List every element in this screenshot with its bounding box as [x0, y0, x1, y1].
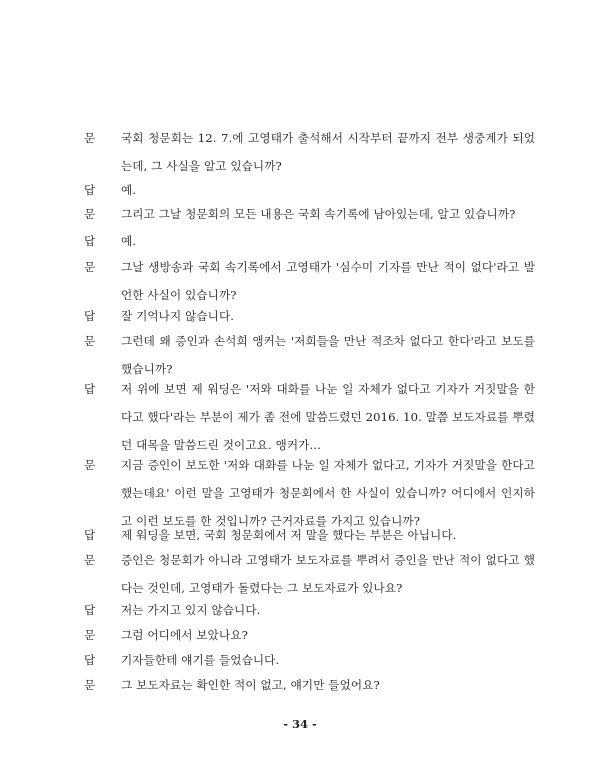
qa-item — [80, 375, 535, 459]
question-text: 그리고 그날 청문회의 모든 내용은 국회 속기록에 남아있는데, 알고 있습니까? — [121, 207, 516, 221]
question-label: 문 — [84, 131, 96, 145]
question-label: 문 — [84, 458, 96, 472]
qa-item — [80, 302, 535, 330]
question-text: 그럼 어디에서 보았나요? — [121, 628, 248, 642]
question-label: 문 — [84, 207, 96, 221]
answer-text: 예. — [121, 234, 137, 248]
qa-item — [80, 521, 535, 549]
question-label: 문 — [84, 260, 96, 274]
qa-item — [80, 671, 535, 699]
answer-label: 답 — [84, 382, 96, 396]
question-text: 증인은 청문회가 아니라 고영태가 보도자료를 뿌려서 증인을 만난 적이 없다고 했다는 것인데, 고영태가 돌렸다는 그 보도자료가 있나요? — [121, 553, 535, 595]
qa-item — [80, 253, 535, 309]
question-label: 문 — [84, 678, 96, 692]
question-label: 문 — [84, 553, 96, 567]
qa-item — [80, 621, 535, 649]
question-label: 문 — [84, 334, 96, 348]
answer-label: 답 — [84, 183, 96, 197]
answer-text: 저 위에 보면 제 워딩은 '저와 대화를 나눈 일 자체가 없다고 기자가 거짓말을 한다고 했다'라는 부분이 제가 좀 전에 말씀드렸던 2016. 10. 말쯤 보도자료를 뿌렸던 대목을 말씀드린 것이고요. 앵커가… — [121, 382, 535, 452]
answer-label: 답 — [84, 603, 96, 617]
question-text: 국회 청문회는 12. 7.에 고영태가 출석해서 시작부터 끝까지 전부 생중계가 되었는데, 그 사실을 알고 있습니까? — [121, 131, 535, 173]
question-text: 그날 생방송과 국회 속기록에서 고영태가 '심수미 기자를 만난 적이 없다'라고 발언한 사실이 있습니까? — [121, 260, 535, 302]
qa-item — [80, 227, 535, 255]
qa-item — [80, 596, 535, 624]
qa-item — [80, 546, 535, 602]
answer-text: 제 워딩을 보면, 국회 청문회에서 저 말을 했다는 부분은 아닙니다. — [121, 528, 457, 542]
answer-text: 예. — [121, 183, 137, 197]
answer-text: 저는 가지고 있지 않습니다. — [121, 603, 261, 617]
question-text: 지금 증인이 보도한 '저와 대화를 나눈 일 자체가 없다고, 기자가 거짓말을 한다고 했는데요' 이런 말을 고영태가 청문회에서 한 사실이 있습니까? 어디에서 인지하고 이런 보도를 한 것입니까? 근거자료를 가지고 있습니까? — [121, 458, 535, 528]
answer-label: 답 — [84, 528, 96, 542]
page-number: - 34 - — [283, 717, 317, 731]
qa-item — [80, 124, 535, 180]
question-text: 그 보도자료는 확인한 적이 없고, 얘기만 들었어요? — [121, 678, 380, 692]
question-text: 그런데 왜 증인과 손석희 앵커는 '저희들을 만난 적조차 없다고 한다'라고 보도를 했습니까? — [121, 334, 535, 376]
answer-label: 답 — [84, 309, 96, 323]
question-label: 문 — [84, 628, 96, 642]
answer-text: 잘 기억나지 않습니다. — [121, 309, 235, 323]
qa-item — [80, 646, 535, 674]
qa-item — [80, 200, 535, 228]
answer-label: 답 — [84, 653, 96, 667]
answer-text: 기자들한테 얘기를 들었습니다. — [121, 653, 280, 667]
answer-label: 답 — [84, 234, 96, 248]
